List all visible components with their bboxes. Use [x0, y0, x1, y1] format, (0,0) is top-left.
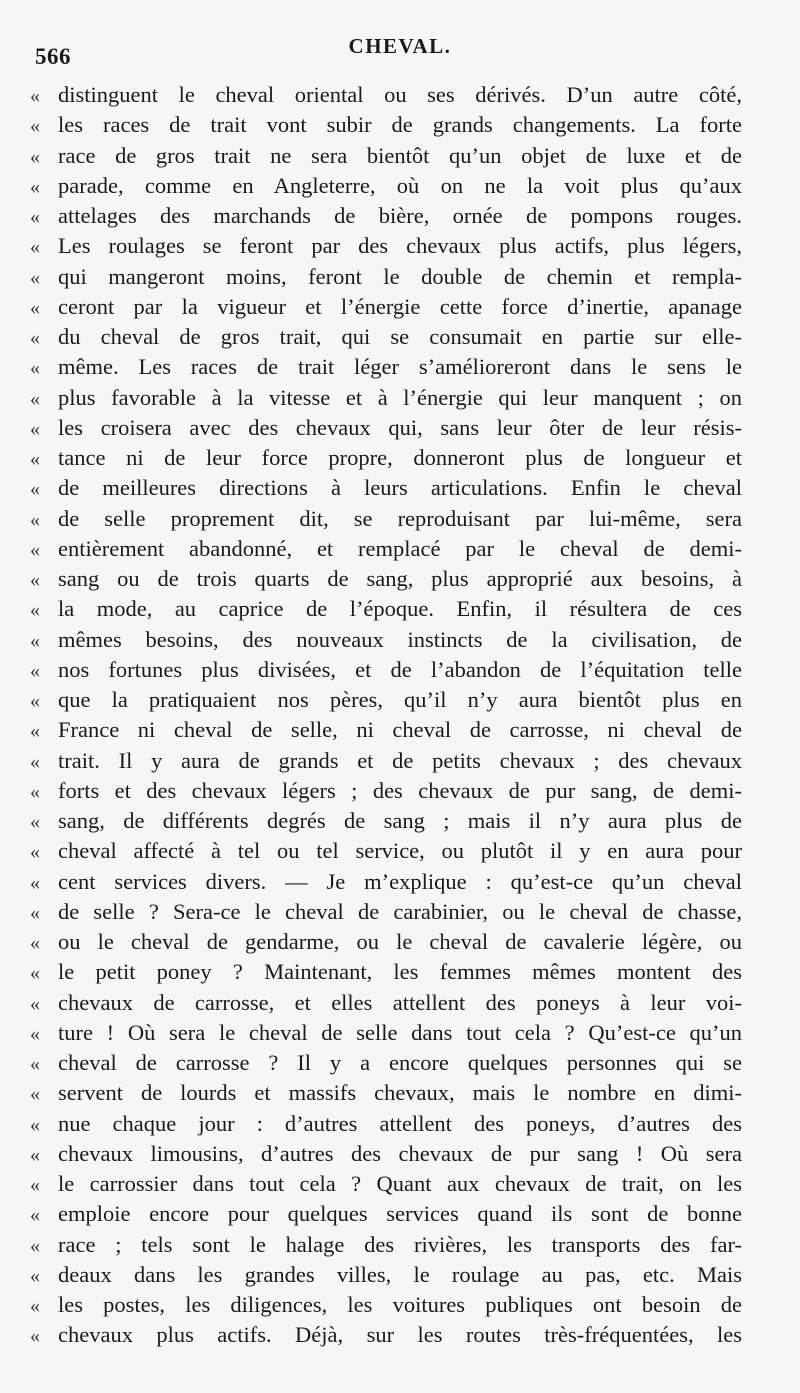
text-line	[30, 957, 742, 987]
text-line	[30, 867, 742, 897]
quote-mark: «	[30, 296, 40, 319]
line-text: ou le cheval de gendarme, ou le cheval de cavalerie légère, ou	[58, 929, 742, 954]
running-head: CHEVAL.	[348, 34, 452, 58]
quote-mark: «	[30, 357, 40, 380]
line-text: nue chaque jour : d’autres attellent des poneys, d’autres des	[58, 1110, 742, 1136]
line-text: race ; tels sont le halage des rivières, les transports des far-	[58, 1231, 742, 1257]
quote-mark: «	[30, 659, 40, 682]
quote-mark: «	[30, 1325, 40, 1348]
quote-mark: «	[30, 871, 40, 894]
text-line	[30, 1078, 742, 1108]
text-line	[30, 988, 742, 1018]
quote-mark: «	[30, 1204, 40, 1227]
text-line	[30, 504, 742, 534]
line-text: entièrement abandonné, et remplacé par le cheval de demi-	[58, 535, 742, 561]
line-text: servent de lourds et massifs chevaux, mais le nombre en dimi-	[58, 1080, 742, 1106]
line-text: attelages des marchands de bière, ornée de pompons rouges.	[58, 203, 742, 228]
quote-mark: «	[30, 841, 40, 864]
line-text: que la pratiquaient nos pères, qu’il n’y aura bientôt plus en	[58, 687, 742, 712]
quote-mark: «	[30, 901, 40, 924]
quote-mark: «	[30, 1174, 40, 1196]
text-line	[30, 443, 742, 473]
text-line	[30, 322, 742, 352]
quote-mark: «	[30, 538, 40, 561]
quote-mark: «	[30, 1022, 40, 1045]
text-line	[30, 1320, 742, 1350]
text-line	[30, 1139, 742, 1169]
text-line	[30, 836, 742, 866]
text-line	[30, 685, 742, 715]
line-text: qui mangeront moins, feront le double de chemin et rempla-	[58, 263, 742, 289]
line-text: forts et des chevaux légers ; des chevaux de pur sang, de demi-	[58, 777, 742, 803]
line-text: les croisera avec des chevaux qui, sans leur ôter de leur résis-	[58, 414, 742, 440]
line-text: plus favorable à la vitesse et à l’énergie qui leur manquent ; on	[58, 384, 742, 410]
text-line	[30, 80, 742, 110]
line-text: même. Les races de trait léger s’amélioreront dans le sens le	[58, 354, 742, 380]
text-line	[30, 1048, 742, 1078]
quote-mark: «	[30, 206, 40, 228]
quote-mark: «	[30, 478, 40, 501]
line-text: du cheval de gros trait, qui se consumait en partie sur elle-	[58, 324, 742, 349]
line-text: Les roulages se feront par des chevaux plus actifs, plus légers,	[58, 233, 742, 259]
text-line	[30, 1230, 742, 1260]
text-line	[30, 201, 742, 231]
quote-mark: «	[30, 236, 40, 259]
body-text	[30, 80, 742, 1351]
quote-mark: «	[30, 1113, 40, 1136]
quote-mark: «	[30, 387, 40, 410]
line-text: mêmes besoins, des nouveaux instincts de la civilisation, de	[58, 626, 742, 652]
line-text: de selle ? Sera-ce le cheval de carabinier, ou le cheval de chasse,	[58, 898, 742, 924]
quote-mark: «	[30, 508, 40, 531]
quote-mark: «	[30, 145, 40, 168]
quote-mark: «	[30, 690, 40, 712]
line-text: sang ou de trois quarts de sang, plus approprié aux besoins, à	[58, 566, 742, 591]
quote-mark: «	[30, 780, 40, 803]
quote-mark: «	[30, 750, 40, 773]
quote-mark: «	[30, 448, 40, 470]
text-line	[30, 352, 742, 382]
page-number: 566	[35, 44, 71, 69]
line-text: distinguent le cheval oriental ou ses dérivés. D’un autre côté,	[58, 82, 742, 107]
line-text: cheval affecté à tel ou tel service, ou plutôt il y en aura pour	[58, 838, 742, 864]
quote-mark: «	[30, 1234, 40, 1257]
text-line	[30, 746, 742, 776]
text-line	[30, 473, 742, 503]
page-header	[0, 28, 800, 68]
quote-mark: «	[30, 629, 40, 652]
line-text: de meilleures directions à leurs articulations. Enfin le cheval	[58, 475, 742, 501]
quote-mark: «	[30, 720, 40, 743]
quote-mark: «	[30, 1083, 40, 1106]
quote-mark: «	[30, 417, 40, 440]
quote-mark: «	[30, 266, 40, 289]
line-text: tance ni de leur force propre, donneront plus de longueur et	[58, 445, 742, 470]
line-text: chevaux limousins, d’autres des chevaux de pur sang ! Où sera	[58, 1140, 742, 1166]
line-text: ture ! Où sera le cheval de selle dans tout cela ? Qu’est-ce qu’un	[58, 1019, 742, 1045]
text-line	[30, 1260, 742, 1290]
quote-mark: «	[30, 1264, 40, 1287]
line-text: les races de trait vont subir de grands changements. La forte	[58, 112, 742, 138]
text-line	[30, 1018, 742, 1048]
text-line	[30, 655, 742, 685]
text-line	[30, 1290, 742, 1320]
line-text: deaux dans les grandes villes, le roulage au pas, etc. Mais	[58, 1261, 742, 1287]
quote-mark: «	[30, 175, 40, 198]
text-line	[30, 1109, 742, 1139]
text-line	[30, 776, 742, 806]
quote-mark: «	[30, 569, 40, 591]
quote-mark: «	[30, 599, 40, 622]
text-line	[30, 383, 742, 413]
text-line	[30, 171, 742, 201]
text-line	[30, 625, 742, 655]
quote-mark: «	[30, 811, 40, 833]
text-line	[30, 534, 742, 564]
line-text: chevaux plus actifs. Déjà, sur les routes très-fréquentées, les	[58, 1322, 742, 1348]
line-text: chevaux de carrosse, et elles attellent des poneys à leur voi-	[58, 989, 742, 1015]
quote-mark: «	[30, 327, 40, 349]
line-text: le petit poney ? Maintenant, les femmes mêmes montent des	[58, 959, 742, 985]
quote-mark: «	[30, 1143, 40, 1166]
line-text: de selle proprement dit, se reproduisant par lui-même, sera	[58, 505, 742, 531]
line-text: la mode, au caprice de l’époque. Enfin, il résultera de ces	[58, 596, 742, 622]
text-line	[30, 413, 742, 443]
quote-mark: «	[30, 932, 40, 954]
quote-mark: «	[30, 85, 40, 107]
line-text: cent services divers. — Je m’explique : qu’est-ce qu’un cheval	[58, 868, 742, 894]
text-line	[30, 715, 742, 745]
line-text: les postes, les diligences, les voitures publiques ont besoin de	[58, 1292, 742, 1317]
text-line	[30, 806, 742, 836]
quote-mark: «	[30, 1295, 40, 1317]
line-text: ceront par la vigueur et l’énergie cette force d’inertie, apanage	[58, 293, 742, 319]
text-line	[30, 110, 742, 140]
quote-mark: «	[30, 962, 40, 985]
quote-mark: «	[30, 115, 40, 138]
line-text: le carrossier dans tout cela ? Quant aux chevaux de trait, on les	[58, 1171, 742, 1196]
line-text: cheval de carrosse ? Il y a encore quelques personnes qui se	[58, 1050, 742, 1075]
text-line	[30, 292, 742, 322]
text-line	[30, 262, 742, 292]
text-line	[30, 1199, 742, 1229]
text-line	[30, 564, 742, 594]
text-line	[30, 594, 742, 624]
text-line	[30, 141, 742, 171]
line-text: race de gros trait ne sera bientôt qu’un objet de luxe et de	[58, 142, 742, 168]
line-text: nos fortunes plus divisées, et de l’abandon de l’équitation telle	[58, 656, 742, 682]
text-line	[30, 897, 742, 927]
text-line	[30, 1169, 742, 1199]
line-text: France ni cheval de selle, ni cheval de carrosse, ni cheval de	[58, 717, 742, 743]
line-text: trait. Il y aura de grands et de petits chevaux ; des chevaux	[58, 747, 742, 773]
line-text: parade, comme en Angleterre, où on ne la voit plus qu’aux	[58, 172, 742, 198]
quote-mark: «	[30, 992, 40, 1015]
line-text: sang, de différents degrés de sang ; mais il n’y aura plus de	[58, 808, 742, 833]
quote-mark: «	[30, 1053, 40, 1075]
line-text: emploie encore pour quelques services quand ils sont de bonne	[58, 1201, 742, 1227]
text-line	[30, 231, 742, 261]
text-line	[30, 927, 742, 957]
